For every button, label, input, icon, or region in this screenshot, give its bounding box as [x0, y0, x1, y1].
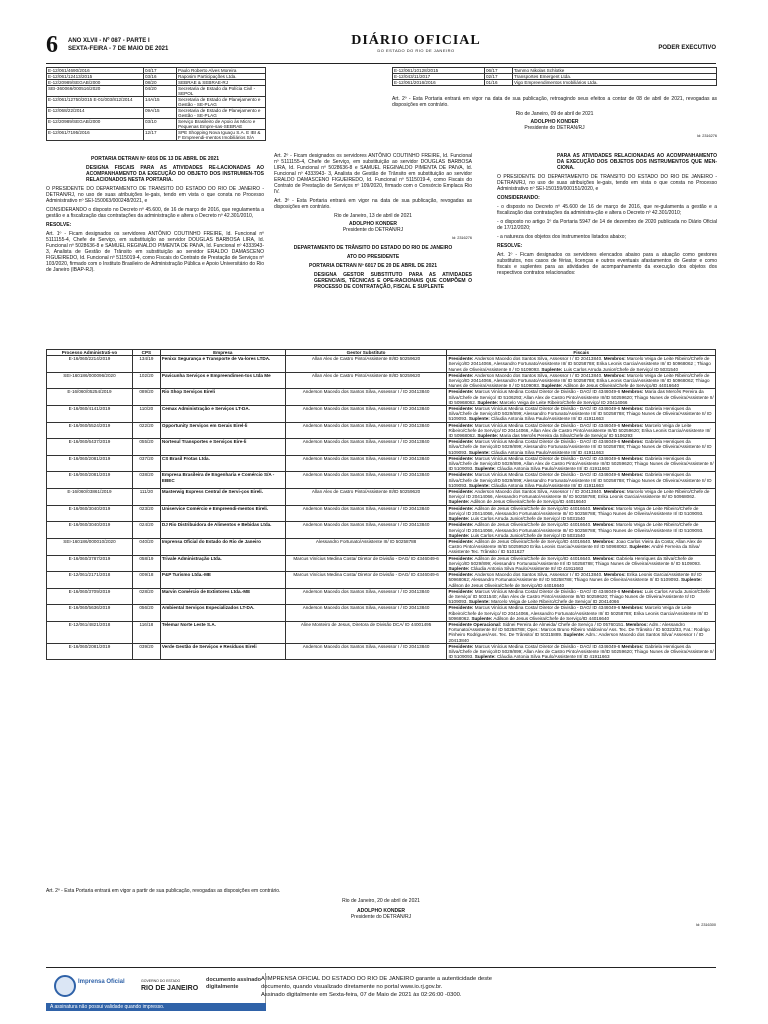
table-row — [47, 621, 716, 643]
cps-cell: 14A/15 — [144, 97, 177, 108]
emp-cell: Trivale Administração Ltda. — [160, 555, 285, 572]
fiscais-cell: Presidente: Anderson Macedo dos Santos Silva, Assessor I / ID 20413840. Membros: Marcelo Veiga de Leite Ribeiro/Chefe de Serviço/ID 20414066, Alessandro Fortunato/Assistente III/ ID 50258788; Erika Leonis Garcia/Assistente III/ ID 50968062; Thiago Nunes de Oliveira/Assistente II / ID 5109093. Suplente: Adilson de Jesus Oliveira/Chefe de Serviço/ID 44016640 — [447, 372, 716, 389]
right-id: Id: 2316276 — [696, 134, 717, 138]
proc-cell: E-16/060/03861/2019 — [47, 489, 133, 506]
top-left-table — [46, 67, 266, 141]
gest-cell: Anderson Macedo dos Santos Silva, Assessor I / ID 20413840 — [285, 522, 447, 539]
table-header-cell: Empresa — [160, 350, 285, 356]
party-cell: Vigo Empreendimentos Imobiliários Ltda. — [513, 80, 717, 86]
process-cell: E-12/20989/SEGAB/2000 — [47, 80, 144, 86]
col3-b1: - o disposto no Decreto nº 45.600 de 16 de março de 2016, que re-gulamenta a gestão e a fiscalização das contratações da administra-ção e altera o Decreto nº 42.301/2010; — [497, 204, 717, 216]
party-cell: Transportes Emergent Ltda. — [513, 74, 717, 80]
party-cell: Secretaria de Estado de Planejamento e Gestão - SE-PLAG — [177, 97, 266, 108]
table-row — [47, 538, 716, 555]
col1-p3: Art. 1º - Ficam designados os servidores ANTÔNIO COUTINHO FREIRE, Id. Funcional nº 5111155-4, Chefe de Serviço, em substituição ao servidor DOUGLAS BARBOSA LIRA, Id. Funcional nº 5028636-8 e SAMUEL REGINALDO PIMENTA DE PAIVA, Id. Funcional nº 4333943- 3, Analista de Gestão de Trânsito em substituição ao servidor ERALDO DAMASCENO FIGUEIREDO, Id. Funcional nº 5115019-4, como Fiscais do Contrato de Prestação de Serviços nº 103/2020, firmado com o Instituto Brasileiro de Administração Pública e Apoio Universitário do Rio de Janeiro (IBAP-RJ). — [46, 231, 264, 273]
cps-cell: 039/20 — [132, 643, 160, 660]
fiscais-cell: Presidente: Marcus Vinícius Medina Costa/ Diretor de Divisão - DAG/ ID 4346049-6 Membros: Gabriela Henriques da Silva/Chefe de Serviço/ID 5029/899; Alessandro Fortunato/Assistente III/ ID 50258788; Thiago Nunes de Oliveira/Assistente II/ ID 5109093. Suplente: Cláudia Antonia Silva Paulo/Assistente III/ ID 41911663 — [447, 439, 716, 456]
closing-place-date: Rio de Janeiro, 20 de abril de 2021 — [342, 898, 420, 904]
fiscais-cell: Presidente: Marcus Vinícius Medina Costa/ Diretor de Divisão - DAG/ ID 4346049-6 Membros: Luis Carlos Arruda Junior/Chefe de Serviço/ ID 5031540; Allan Alex de Castro Pinto/Assistente III/ID 50259620; Thiago Nunes de Oliveira/Assistente II/ ID 5109093. Suplente: Marcelo Veiga de Leite Ribeiro/Chefe de Serviço/ ID 20414066 — [447, 588, 716, 605]
emp-cell: Cemax Administração e Serviços LT-DA. — [160, 406, 285, 423]
gest-cell: Anderson Macedo dos Santos Silva, Assessor I / ID 20413840 — [285, 455, 447, 472]
small-table-row — [47, 86, 266, 97]
table-header-cell: CPS — [132, 350, 160, 356]
signer-role: Presidente do DETRAN/RJ — [342, 227, 404, 233]
portaria-6016-title: PORTARIA DETRAN Nº 6016 DE 13 DE ABRIL DE 2021 — [91, 156, 219, 162]
cps-cell: 055/20 — [132, 439, 160, 456]
rj-name: RIO DE JANEIRO — [141, 985, 199, 992]
proc-cell: E-16/060/3787/2019 — [47, 555, 133, 572]
emp-cell: CS Brasil Frotas Ltda. — [160, 455, 285, 472]
small-table-row — [47, 74, 266, 80]
top-right-table-wrap — [392, 67, 717, 86]
masthead-title: DIÁRIO OFICIAL — [351, 33, 481, 48]
small-table-row — [47, 108, 266, 119]
col1-p1: O PRESIDENTE DO DEPARTAMENTO DE TRANSITO DO ESTADO DO RIO DE JANEIRO - DETRAN/RJ, no uso de suas atribuições le-gais, tendo em vista o que consta no Processo Administrativo nº SEI-150063/000248/2021, e — [46, 186, 264, 204]
dept-title: DEPARTAMENTO DE TRÂNSITO DO ESTADO DO RIO DE JANEIRO — [293, 245, 453, 251]
proc-cell: E-12/061/2171/2018 — [47, 572, 133, 589]
page-number: 6 — [46, 32, 58, 58]
fiscais-cell: Presidente: Adilson de Jesus Oliveira/Chefe de Serviço/ID 44016640. Membros: Joao Carlos Vieira da Costa; Allan Alex de Castro Pinto/Assistente III/ID 50259520 Erika Leonis Garcia/Assistente III/ ID 50968062. Suplente: André Ferreira da Silva/ Assistente Tec. Trânsito / ID 5101627 — [447, 538, 716, 555]
proc-cell: E-16/060/3709/2019 — [47, 588, 133, 605]
rj-sub: GOVERNO DO ESTADO — [141, 979, 181, 983]
signer-role: Presidente do DETRAN/RJ — [524, 125, 585, 131]
gest-cell: Anderson Macedo dos Santos Silva, Assessor I / ID 20413840 — [285, 605, 447, 622]
authenticity-text — [261, 975, 601, 999]
cps-cell: 056/20 — [132, 605, 160, 622]
fiscais-cell: Presidente: Anderson Macedo dos Santos Silva, Assessor I / ID 20413840. Membros: Marcelo Veiga de Leite Ribeiro/Chefe de Serviço/ ID 20414066, Alessandro Fortunato/Assistente III/ ID 50258788; Erika Leonis Garcia/Assistente III/ ID 50968062. Suplente: Adilson de Jesus Oliveira/Chefe de Serviço/ID 44016640 — [447, 489, 716, 506]
cps-cell: 037/20 — [132, 455, 160, 472]
table-row — [47, 643, 716, 660]
doc-signed-label: documento assinado digitalmente — [206, 977, 262, 990]
process-cell: SEI-360066/000516/2020 — [47, 86, 144, 97]
process-cell: E-12/20989/SEGAB/2000 — [47, 119, 144, 130]
column-2 — [274, 153, 472, 290]
table-row — [47, 406, 716, 423]
emp-cell: Marvin Comércio de Extintores Ltda.-ME — [160, 588, 285, 605]
fiscais-cell: Presidente: Adilson de Jesus Oliveira/Chefe de Serviço/ID 44016640. Membros: Marcelo Veiga de Leite Ribeiro/Chefe de Serviço/ ID 20414066, Alessandro Fortunato/Assistente III/ ID 50258788; Thiago Nunes de Oliveira/Assistente II/ ID 5109093. Suplente: Luis Carlos Arruda Junior/Chefe de Serviço/ ID 5031540 — [447, 522, 716, 539]
column-3 — [497, 153, 717, 279]
proc-cell: E-16/060/4141/2019 — [47, 406, 133, 423]
process-cell: E-12/061/2016/2016 — [393, 80, 485, 86]
emp-cell: Verde Gestão de Serviços e Resíduos Eireli — [160, 643, 285, 660]
small-table-row — [47, 68, 266, 74]
table-header-cell: Gestor Substituto — [285, 350, 447, 356]
cps-cell: 02/17 — [485, 74, 513, 80]
closing-art2: Art. 2º - Esta Portaria entrará em vigor a partir de sua publicação, revogadas as disposições em contrário. — [46, 888, 281, 894]
edition-line-2: SEXTA-FEIRA - 7 DE MAIO DE 2021 — [68, 46, 169, 52]
emp-cell: Empresa Brasileira de Engenharia e Comércio S/A - EBEC — [160, 472, 285, 489]
table-row — [47, 422, 716, 439]
emp-cell: P&P Turismo Ltda.-ME — [160, 572, 285, 589]
cps-cell: 01/16 — [485, 80, 513, 86]
party-cell: Secretaria de Estado da Polícia Civil - SEPOL — [177, 86, 266, 97]
emp-cell: Telemar Norte Leste S.A. — [160, 621, 285, 643]
cps-cell: 058/19 — [132, 555, 160, 572]
party-cell: SEBRAE & SEBRAE-RJ — [177, 80, 266, 86]
gest-cell: Anderson Macedo dos Santos Silva, Assessor I / ID 20413840 — [285, 588, 447, 605]
process-cell: E-12/061/4690/2016 — [47, 68, 144, 74]
header-rule — [46, 63, 716, 64]
right-signature — [392, 119, 717, 131]
closing-signature — [46, 908, 716, 920]
fiscais-cell: Presidente: Marcus Vinícius Medina Costa/ Diretor de Divisão - DAG/ ID 4346049-6 Membros: Gabriela Henriques da Silva/Chefe de Serviço/ID 5029/899; Alessandro Fortunato/Assistente III/ ID 50258788; Thiago Nunes de Oliveira/Assistente II/ ID 5109093. Suplente: Cláudia Antonia Silva Paulo/Assistente III/ ID 41911663 — [447, 406, 716, 423]
validity-bar: A assinatura não possui validade quando impresso. — [46, 1003, 266, 1011]
top-left-table-wrap — [46, 67, 266, 141]
col3-resolve: RESOLVE: — [497, 243, 523, 249]
party-cell: Secretaria de Estado de Planejamento e Gestão - SE-PLAG — [177, 108, 266, 119]
proc-cell: SEI-160186/000096/2020 — [47, 372, 133, 389]
gest-cell: Marcus Vinícius Medina Costa/ Diretor de Divisão - DAG/ ID 4346049-6 — [285, 572, 447, 589]
table-header-cell: Fiscais — [447, 350, 716, 356]
proc-cell: E-16/060/3040/2019 — [47, 505, 133, 522]
signer-name: ADOLPHO KONDER — [530, 119, 579, 125]
col2-id: Id: 2316276 — [451, 236, 472, 240]
fiscais-cell: Presidente: Marcus Vinícius Medina Costa/ Diretor de Divisão - DAG/ ID 4346049-6 Membros: Gabriela Henriques da Silva/Chefe de Serviço/ID 5029/899; Alessandro Fortunato/Assistente III/ ID 50258788; Thiago Nunes de Oliveira/Assistente II/ ID 5109093. Suplente: Cláudia Antonia Silva Paulo/Assistente III/ ID 41911663 — [447, 472, 716, 489]
emp-cell: Pavicunha Serviços e Empreendimen-tos Ltda Me — [160, 372, 285, 389]
proc-cell: E-16/060/2214/2019 — [47, 356, 133, 373]
fiscais-cell: Presidente: Marcus Vinícius Medina Costa/ Diretor de Divisão - DAG/ ID 4346049-6 Membros: Gabriela Henriques da Silva/Chefe de Serviço/ID 5029/899, Allan Alex de Castro Pinto/Assistente III/ID 50259620; Thiago Nunes de Oliveira/Assistente II/ ID 5109093. Suplente: Cláudia Antonia Silva Paulo/Assistente III/ ID 41911663 — [448, 455, 714, 472]
cps-cell: 089/20 — [132, 389, 160, 406]
signer-role: Presidente do DETRAN/RJ — [350, 914, 412, 920]
imprensa-oficial-logo-icon — [54, 975, 76, 997]
footer — [46, 973, 716, 1013]
closing-id: Id: 2316300 — [695, 923, 716, 927]
col3-subtitle: PARA AS ATIVIDADES RELACIONADAS AO ACOMPANHAMENTO DA EXECUÇÃO DOS OBJETOS DOS INSTRUMENTOS QUE MEN-CIONA. — [557, 153, 717, 171]
process-cell: E-12/061/7195/2016 — [47, 130, 144, 141]
emp-cell: Uniservice Comércio e Empreendi-mentos Eireli. — [160, 505, 285, 522]
gest-cell: Alessandro Fortunato/Assistente III/ ID 50258788 — [285, 538, 447, 555]
table-row — [47, 372, 716, 389]
process-cell: E-12/061/10128/2015 — [393, 68, 485, 74]
proc-cell: E-12/061/4821/2018 — [47, 621, 133, 643]
emp-cell: Ambiental Serviços Especializados LT-DA. — [160, 605, 285, 622]
fiscais-cell: Presidente: Marcus Vinícius Medina Costa/ Diretor de Divisão - DAG/ ID 4346049-6 Membros: Maria das Mercês Pereira da Silva/Chefe de Serviço/ ID 5106293; Allan Alex de Castro Pinto/Assistente III/ID 50259620; Thiago Nunes de Oliveira/Assistente II/ ID 50968062. Suplente: Marcelo Veiga de Leite Ribeiro/Chefe de Serviço/ ID 20414066 — [448, 389, 714, 405]
proc-cell: E-16/060/3040/2019 — [47, 522, 133, 539]
cps-cell: 038/20 — [132, 472, 160, 489]
right-top-block — [392, 96, 717, 139]
table-row — [47, 439, 716, 456]
table-row — [47, 605, 716, 622]
fiscais-cell: Presidente: Marcus Vinícius Medina Costa/ Diretor de Divisão - DAG/ ID 4346049-6 Membros: Marcelo Veiga de Leite Ribeiro/Chefe de Serviço/ ID 20414066, Allan Alex de Castro Pinto/Assistente III/ID 50259620; Erika Leonis Garcia/Assistente III/ ID 50968062. Suplente: Maria das Mercês Pereira da Silva/Chefe de Serviço/ ID 5106293 — [447, 422, 716, 439]
emp-cell: DJ Rio Distribuidora de Alimentos e Bebidas Ltda. — [160, 522, 285, 539]
proc-cell: E-16/060/2081/2019 — [47, 455, 133, 472]
party-cell: Raposim Participações Ltda. — [177, 74, 266, 80]
portaria-6017-title: PORTARIA DETRAN Nº 6017 DE 20 DE ABRIL DE 2021 — [309, 263, 437, 269]
auth-line-1: A IMPRENSA OFICIAL DO ESTADO DO RIO DE JANEIRO garante a autenticidade deste — [261, 976, 492, 982]
proc-cell: SEI-160186/000010/2020 — [47, 538, 133, 555]
emp-cell: Opportunity Serviços em Gerais Eirel-li — [160, 422, 285, 439]
fiscais-cell: Presidente: Adilson de Jesus Oliveira/Chefe de Serviço/ID 44016640. Membros: Gabriela Henriques da Silva/Chefe de Serviço/ID 5029/899; Alessandro Fortunato/Assistente III/ ID 50258788; Thiago Nunes de Oliveira/Assistente II/ ID 5109093. Suplente: Cláudia Antonia Silva Paulo/Assistente III/ ID 41911663 — [447, 555, 716, 572]
designations-table — [46, 349, 716, 660]
small-table-row — [47, 130, 266, 141]
cps-cell: 134/19 — [132, 356, 160, 373]
cps-cell: 116/18 — [132, 621, 160, 643]
gest-cell: Anderson Macedo dos Santos Silva, Assessor I / ID 20413840 — [285, 406, 447, 423]
edition-line-1: ANO XLVII - Nº 087 - PARTE I — [68, 38, 150, 44]
table-row — [47, 522, 716, 539]
signer-name: ADOLPHO KONDER — [348, 221, 398, 227]
party-cell: Serviço Brasileiro de Apoio às Micro e Pequenas Empre-sas-SEBRAE — [177, 119, 266, 130]
gest-cell: Allan Alex de Castro Pinto/Assistente III/ID 50259620 — [285, 372, 447, 389]
cps-cell: 024/20 — [132, 522, 160, 539]
emp-cell: Masterwig Express Central de Servi-ços Eireli. — [160, 489, 285, 506]
cps-cell: 040/20 — [132, 538, 160, 555]
col2-place-date: Rio de Janeiro, 13 de abril de 2021 — [334, 213, 412, 219]
gest-cell: Allan Alex de Castro Pinto/Assistente III/ID 50259620 — [285, 356, 447, 373]
gest-cell: Marcus Vinícius Medina Costa/ Diretor de Divisão - DAG/ ID 4346049-6 — [285, 555, 447, 572]
fiscais-cell: Presidente Operacional: Sidnei Pereira de Almeida/ Chefe de Serviço / ID 05760151. Membros: Adm.: Alessandro Fortunato/Assistente III/ ID 50258788; Oper.: Marcos Bruno Ribeiro Valdovino/ Ass. Tec. De Trânsito / ID 50323/33, Fat.: Rodrigo Pinheiro Rodrigues/Ass. Tec. De Trânsito/ ID 50315889. Suplente: Adm.: Anderson Macedo dos Santos Silva/ Assessor I / ID 20413840 — [447, 621, 716, 643]
fiscais-cell: Presidente: Adilson de Jesus Oliveira/Chefe de Serviço/ID 44016640. Membros: Marcelo Veiga de Leite Ribeiro/Chefe de Serviço/ ID 20414066, Alessandro Fortunato/Assistente III/ ID 50258788; Thiago Nunes de Oliveira/Assistente II/ ID 5109093. Suplente: Luis Carlos Arruda Junior/Chefe de Serviço/ ID 5031540 — [447, 505, 716, 522]
gest-cell: Anderson Macedo dos Santos Silva, Assessor I / ID 20413840 — [285, 439, 447, 456]
emp-cell: Imprensa Oficial do Estado do Rio de Janeiro — [160, 538, 285, 555]
fiscais-cell: Presidente: Anderson Macedo dos Santos Silva, Assessor I / ID 20413840. Membros: Erika Leonis Garcia/Assistente III/ ID 50968062; Alessandro Fortunato/Assistente III/ ID 50258788; Thiago Nunes de Oliveira/Assistente II/ ID 5109093. Suplente: Adilson de Jesus Oliveira/Chefe de Serviço/ID 44016640 — [447, 572, 716, 589]
cps-cell: 022/20 — [132, 422, 160, 439]
column-1 — [46, 153, 264, 276]
cps-cell: 023/20 — [132, 505, 160, 522]
table-row — [47, 505, 716, 522]
cps-cell: 03/10 — [144, 119, 177, 130]
right-place-date: Rio de Janeiro, 09 de abril de 2021 — [515, 111, 594, 117]
small-table-row — [393, 80, 717, 86]
proc-cell: E-16/060/5636/2019 — [47, 605, 133, 622]
portaria-6016-subtitle: DESIGNA FISCAIS PARA AS ATIVIDADES RE-LACIONADAS AO ACOMPANHAMENTO DA EXECUÇÃO DO OBJETO DOS INSTRUMEN-TOS RELACIONADOS NESTA PORTARIA. — [86, 165, 264, 183]
proc-cell: E-16/060/05254/2019 — [47, 389, 133, 406]
table-row — [47, 555, 716, 572]
portaria-6017-subtitle: DESIGNA GESTOR SUBSTITUTO PARA AS ATIVIDADES GERENCIAIS, TÉCNICAS E OPE-RACIONAIS QUE COMPÕEM O PROCESSO DE CONTRATAÇÃO, FISCAL E SUPLENTE — [314, 272, 472, 290]
masthead-subtitle: DO ESTADO DO RIO DE JANEIRO — [377, 48, 455, 53]
ato-title: ATO DO PRESIDENTE — [346, 254, 400, 260]
table-row — [47, 389, 716, 406]
table-row — [47, 356, 716, 373]
top-right-table — [392, 67, 717, 86]
col2-p2: Art. 3º - Esta Portaria entrará em vigor na data de sua publicação, revogadas as disposições em contrário. — [274, 198, 472, 210]
col2-p1: Art. 2º - Ficam designados os servidores ANTÔNIO COUTINHO FREIRE, Id. Funcional nº 5111155-4, Chefe de Serviço, em substituição ao servidor DOUGLAS BARBOSA LIRA, Id. Funcional nº 5028636-8 e SAMUEL REGINALDO PIMENTA DE PAIVA, Id. Funcional nº 4333943- 3, Analista de Gestão de Trânsito em substituição ao servidor ERALDO DAMASCENO FIGUEIREDO, Id. Funcional nº 5115019-4, como Fiscais do Contrato de Prestação de Serviços nº 109/2020, firmado com o Consórcio Emplaca Rio IV. — [274, 153, 472, 195]
process-cell: E-12/061/12413/2015 — [47, 74, 144, 80]
cps-cell: 12/17 — [144, 130, 177, 141]
col3-considerando: CONSIDERANDO: — [497, 195, 540, 201]
gest-cell: Anderson Macedo dos Santos Silva, Assessor I / ID 20413840 — [285, 422, 447, 439]
col3-b3: - a natureza dos objetos dos instrumentos listados abaixo; — [497, 234, 626, 240]
col3-p2: Art. 1º - Ficam designados os servidores elencados abaixo para a atuação como gestores substitutos, nos casos de férias, licenças e outros eventuais afastamentos do Gestor e como fiscais e suplentes para as atividades de acompanhamento da execução dos objetos dos respectivos contratos relacionados: — [497, 252, 717, 276]
process-cell: E-12/061/12750/2015 E-01/003/812/2014 — [47, 97, 144, 108]
proc-cell: E-16/060/6437/2019 — [47, 439, 133, 456]
auth-line-2: documento, quando visualizado diretamente no portal www.io.rj.gov.br. — [261, 984, 443, 990]
cps-cell: 09A/15 — [144, 108, 177, 119]
signer-name: ADOLPHO KONDER — [356, 908, 406, 914]
fiscais-cell: Presidente: Marcus Vinícius Medina Costa/ Diretor de Divisão - DAG/ ID 4346049-6 Membros: Gabriela Henriques da Silva/Chefe de Serviço/ID 5029/899; Allan Alex de Castro Pinto/Assistente III/ID 50259620; Thiago Nunes de Oliveira/Assistente II/ ID 5109093. Suplente: Cláudia Antonia Silva Paulo/Assistente III/ ID 41911663 — [448, 643, 714, 660]
emp-cell: Nortesul Transportes e Serviços Eire-li — [160, 439, 285, 456]
cps-cell: 04/20 — [144, 86, 177, 97]
small-table-row — [47, 97, 266, 108]
party-cell: Paulo Roberto Alves Moreira — [177, 68, 266, 74]
rj-government-logo — [141, 977, 198, 993]
proc-cell: E-16/060/2081/2019 — [47, 643, 133, 660]
col1-p2: CONSIDERANDO o disposto no Decreto nº 45.600, de 16 de março de 2016, que regulamenta a gestão e a fiscalização das contratações da administração e altera o Decreto nº 42.301/2010, — [46, 207, 264, 219]
imprensa-oficial-name: Imprensa Oficial — [78, 979, 125, 985]
gest-cell: Anderson Macedo dos Santos Silva, Assessor I / ID 20413840 — [285, 472, 447, 489]
gest-cell: Aline Monteiro de Jesus, Diretora de Divisão DCA/ ID 44001495 — [285, 621, 447, 643]
cps-cell: 04/17 — [144, 68, 177, 74]
masthead — [316, 33, 516, 53]
table-header-cell: Processo Administrati-vo — [47, 350, 133, 356]
proc-cell: E-16/060/2081/2019 — [47, 472, 133, 489]
cps-cell: 08/20 — [144, 80, 177, 86]
fiscais-cell: Presidente: Marcus Vinícius Medina Costa/ Diretor de Divisão - DAG/ ID 4346049-6 Membros: Marcelo Veiga de Leite Ribeiro/Chefe de Serviço/ ID 20414066, Alessandro Fortunato/Assistente III/ ID 50258788; Erika Leonis Garcia/Assistente III/ ID 50968062. Suplente: Adilson de Jesus Oliveira/Chefe de Serviço/ID 44016640 — [447, 605, 716, 622]
right-art2: Art. 2º - Esta Portaria entrará em vigor na data de sua publicação, retroagindo seus efeitos a contar de 08 de abril de 2021, revogadas as disposições em contrário. — [392, 96, 717, 108]
process-cell: E-12/043/11/2017 — [393, 74, 485, 80]
seal-area — [46, 973, 266, 1011]
col3-b2: - o disposto no artigo 1º da Portaria 5947 de 14 de dezembro de 2020 publicada no Diário Oficial de 17/12/2020; — [497, 219, 717, 231]
cps-cell: 110/20 — [132, 406, 160, 423]
table-row — [47, 455, 716, 472]
table-row — [47, 489, 716, 506]
party-cell: Tammo Nikolas Schlotke — [513, 68, 717, 74]
small-table-row — [47, 119, 266, 130]
gest-cell: Anderson Macedo dos Santos Silva, Assessor I / ID 20413840 — [285, 643, 447, 660]
cps-cell: 009/18 — [132, 572, 160, 589]
gest-cell: Anderson Macedo dos Santos Silva, Assessor I / ID 20413840 — [285, 505, 447, 522]
cps-cell: 03/16 — [144, 74, 177, 80]
col3-p1: O PRESIDENTE DO DEPARTAMENTO DE TRANSITO DO ESTADO DO RIO DE JANEIRO - DETRAN/RJ, no uso de suas atribuições le-gais, tendo em vista o que consta no Processo Administrativo nº SEI-150159/000151/2020, e — [497, 174, 717, 192]
edition-info — [68, 37, 168, 53]
col1-resolve: RESOLVE: — [46, 222, 72, 228]
closing-block — [46, 888, 716, 928]
cps-cell: 028/20 — [132, 588, 160, 605]
auth-line-3: Assinado digitalmente em Sexta-feira, 07 de Maio de 2021 às 02:26:00 -0300. — [261, 992, 462, 998]
gest-cell: Anderson Macedo dos Santos Silva, Assessor I / ID 20413840 — [285, 389, 447, 406]
table-row — [47, 588, 716, 605]
table-row — [47, 472, 716, 489]
process-cell: E-12/068/22/2014 — [47, 108, 144, 119]
fiscais-cell: Presidente: Anderson Macedo dos Santos Silva, Assessor I / ID 20413840. Membros: Marcelo Veiga de Leite Ribeiro/Chefe de Serviço/ID 20414066, Alessandro Fortunato/Assistente III/ ID 50258788; Erika Leonis Garcia/Assistente III/ ID 50968062 ; Thiago Nunes de Oliveira/Assistente II / ID 5109093. Suplente: Luis Carlos Arruda Junior/Chefe de Serviço/ ID 5031540 — [447, 356, 716, 373]
footer-rule — [46, 967, 716, 968]
emp-cell: Rio Shop Serviços Eireli — [160, 389, 285, 406]
gest-cell: Allan Alex de Castro Pinto/Assistente III/ID 50259620 — [285, 489, 447, 506]
emp-cell: Fenixx Segurança e Transporte de Va-lores LTDA. — [160, 356, 285, 373]
page-header — [46, 33, 716, 61]
cps-cell: 111/20 — [132, 489, 160, 506]
table-row — [47, 572, 716, 589]
cps-cell: 102/20 — [132, 372, 160, 389]
col2-signature — [274, 221, 472, 233]
power-label: PODER EXECUTIVO — [658, 45, 716, 51]
cps-cell: 06/17 — [485, 68, 513, 74]
party-cell: SPE Shopping Nova Iguaçu S.A. E IBI & F Empreendi-mentos Imobiliários S/A — [177, 130, 266, 141]
proc-cell: E-16/060/5524/2019 — [47, 422, 133, 439]
